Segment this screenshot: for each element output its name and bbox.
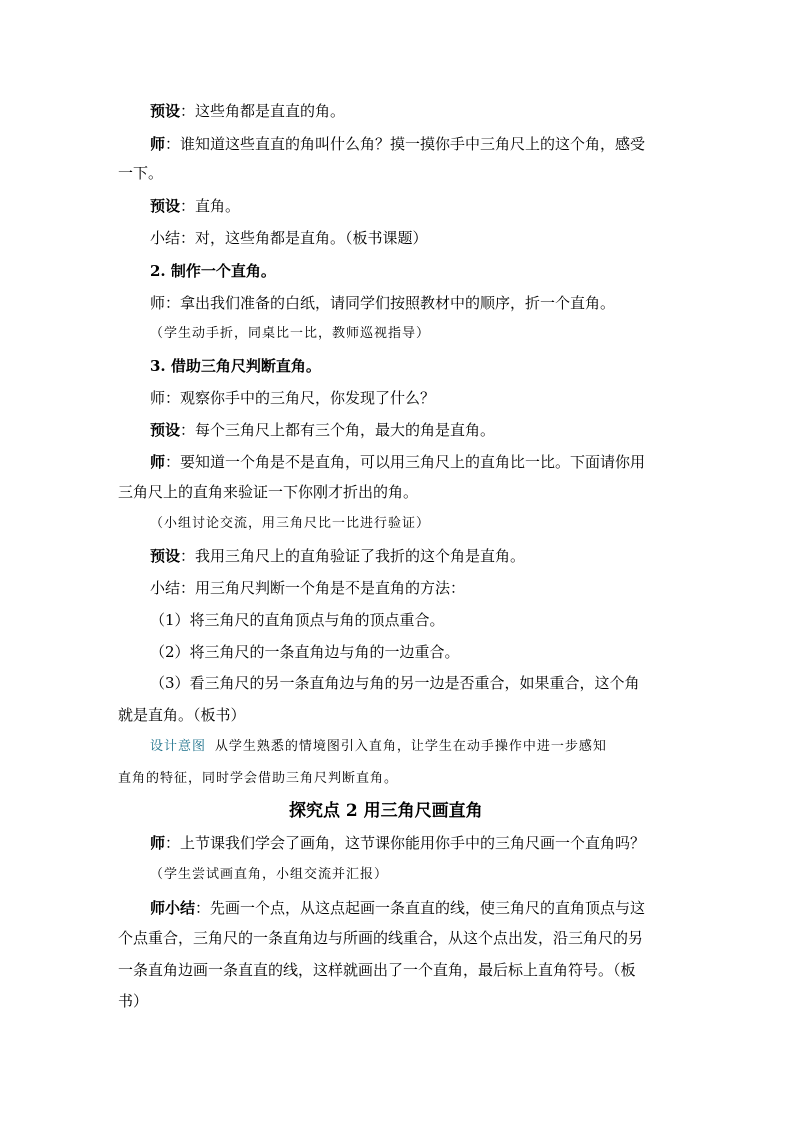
paragraph-preset-4 [150,546,525,566]
paragraph-teacher-summary [150,898,645,918]
preset-label: 预设 [150,102,181,120]
paragraph-teacher-2: 师：拿出我们准备的白纸，请同学们按照教材中的顺序，折一个直角。 [150,294,616,312]
paragraph-summary-2: 小结：用三角尺判断一个角是不是直角的方法： [150,579,466,597]
paragraph-text: ：直角。 [180,197,241,215]
paragraph-summary-1: 小结：对，这些角都是直角。（板书课题） [150,229,428,247]
preset-label: 预设 [150,547,181,565]
paragraph-continuation: 就是直角。（板书） [118,706,246,724]
paragraph-text: ：上节课我们学会了画角，这节课你能用你手中的三角尺画一个直角吗？ [165,834,646,852]
activity-note-3: （学生尝试画直角，小组交流并汇报） [150,867,389,882]
method-step-2: （2）将三角尺的一条直角边与角的一边重合。 [150,643,460,661]
activity-note-1: （学生动手折，同桌比一比，教师巡视指导） [150,326,431,341]
paragraph-continuation: 三角尺上的直角来验证一下你刚才折出的角。 [118,483,419,501]
paragraph-continuation: 一条直角边画一条直直的线，这样就画出了一个直角，最后标上直角符号。（板 [118,961,636,979]
paragraph-continuation: 个点重合，三角尺的一条直角边与所画的线重合，从这个点出发，沿三角尺的另 [118,929,644,947]
paragraph-text: ：要知道一个角是不是直角，可以用三角尺上的直角比一比。下面请你用 [165,453,646,471]
teacher-label: 师 [150,135,166,153]
paragraph-text: ：这些角都是直直的角。 [180,102,346,120]
step-heading-2: 2. 制作一个直角。 [150,262,276,280]
paragraph-continuation: 一下。 [118,164,164,182]
section-heading: 探究点 2 用三角尺画直角 [289,801,483,821]
design-intent-continuation: 直角的特征，同时学会借助三角尺判断直角。 [118,771,399,786]
teacher-label: 师 [150,453,166,471]
paragraph-text: ：我用三角尺上的直角验证了我折的这个角是直角。 [180,547,526,565]
paragraph-text: ：每个三角尺上都有三个角，最大的角是直角。 [180,421,496,439]
paragraph-preset-1 [150,101,345,121]
teacher-label: 师 [150,834,166,852]
paragraph-teacher-4 [150,452,645,472]
method-step-1: （1）将三角尺的直角顶点与角的顶点重合。 [150,611,445,629]
paragraph-continuation: 书） [118,992,149,1010]
design-intent [150,737,607,757]
paragraph-teacher-3: 师：观察你手中的三角尺，你发现了什么？ [150,389,436,407]
design-intent-label: 设计意图 [150,739,207,754]
paragraph-teacher-5 [150,833,645,853]
paragraph-teacher-1 [150,134,645,154]
paragraph-text: ：谁知道这些直直的角叫什么角？摸一摸你手中三角尺上的这个角，感受 [165,135,646,153]
design-intent-text: 从学生熟悉的情境图引入直角，让学生在动手操作中进一步感知 [214,739,607,754]
paragraph-preset-2 [150,196,240,216]
method-step-3: （3）看三角尺的另一条直角边与角的另一边是否重合，如果重合，这个角 [150,674,640,692]
teacher-summary-label: 师小结 [150,899,196,917]
preset-label: 预设 [150,197,181,215]
step-heading-3: 3. 借助三角尺判断直角。 [150,357,321,375]
preset-label: 预设 [150,421,181,439]
paragraph-preset-3 [150,420,495,440]
activity-note-2: （小组讨论交流，用三角尺比一比进行验证） [150,516,431,531]
paragraph-text: ：先画一个点，从这点起画一条直直的线，使三角尺的直角顶点与这 [195,899,646,917]
